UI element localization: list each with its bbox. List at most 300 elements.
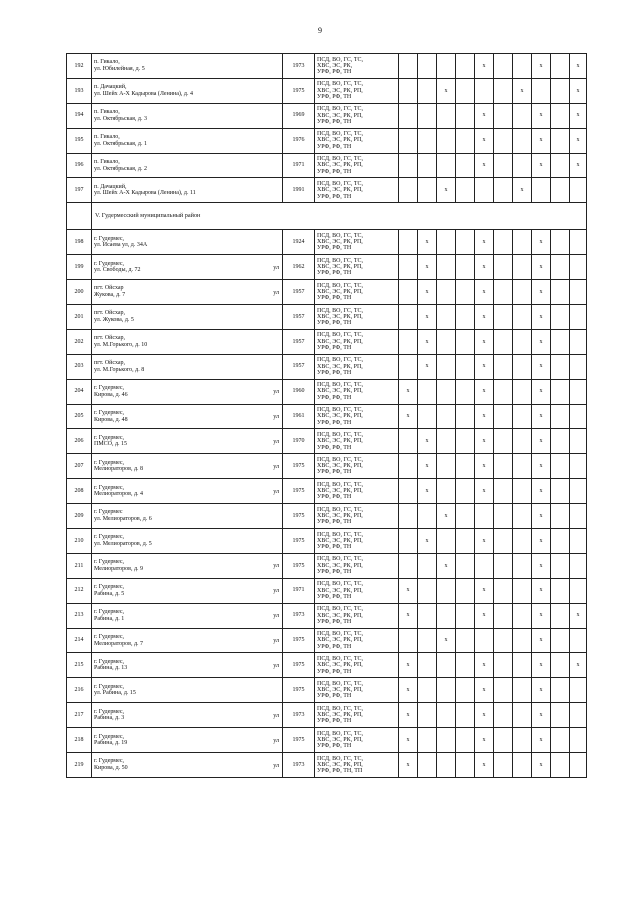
mark-cell (494, 628, 513, 653)
works-cell (315, 103, 399, 128)
works-line-3: УРФ, РФ, ТН (317, 394, 352, 401)
mark-cell (570, 678, 587, 703)
mark-cell (456, 280, 475, 305)
mark-cell (494, 753, 513, 778)
address-cell (92, 653, 283, 678)
mark-cell (513, 728, 532, 753)
table-row (67, 153, 587, 178)
mark-cell (399, 479, 418, 504)
mark-cell (570, 529, 587, 554)
mark-cell: x (532, 305, 551, 330)
mark-cell (494, 728, 513, 753)
table-row (67, 578, 587, 603)
works-line-1: ПСД, ВО, ГС, ТС, (317, 531, 364, 538)
row-number: 218 (67, 728, 92, 753)
mark-cell (456, 255, 475, 280)
address-line-1: пгт. Ойсхар, (94, 360, 126, 367)
mark-cell (494, 603, 513, 628)
mark-cell (494, 578, 513, 603)
address-cell (92, 153, 283, 178)
street-abbrev: ул (273, 563, 279, 570)
mark-cell (551, 404, 570, 429)
mark-cell (494, 504, 513, 529)
address-cell (92, 504, 283, 529)
address-line-2: Рабина, д. 13 (94, 665, 128, 672)
street-abbrev: ул (273, 264, 279, 271)
street-abbrev: ул (273, 414, 279, 421)
mark-cell (418, 178, 437, 203)
address-cell (92, 280, 283, 305)
mark-cell (570, 578, 587, 603)
works-cell (315, 529, 399, 554)
mark-cell (418, 153, 437, 178)
works-line-1: ПСД, ВО, ГС, ТС, (317, 81, 364, 88)
mark-cell: x (570, 603, 587, 628)
row-number: 192 (67, 54, 92, 79)
address-cell (92, 78, 283, 103)
mark-cell: x (475, 529, 494, 554)
address-line-2: Кирова, д. 46 (94, 391, 128, 398)
mark-cell: x (418, 280, 437, 305)
address-cell (92, 578, 283, 603)
works-line-2: ХВС, ЭС, РК, РП, (317, 363, 363, 370)
works-line-1: ПСД, ВО, ГС, ТС, (317, 232, 364, 239)
address-line-2: Рабина, д. 1 (94, 615, 125, 622)
mark-cell (418, 78, 437, 103)
works-line-1: ПСД, ВО, ГС, ТС, (317, 180, 364, 187)
mark-cell (399, 103, 418, 128)
page-number: 9 (318, 26, 322, 35)
works-cell (315, 230, 399, 255)
address-cell (92, 703, 283, 728)
row-number: 193 (67, 78, 92, 103)
year-cell: 1961 (283, 404, 315, 429)
row-number: 200 (67, 280, 92, 305)
address-cell (92, 379, 283, 404)
mark-cell: x (475, 603, 494, 628)
works-cell (315, 578, 399, 603)
address-line-1: г. Гудермес, (94, 633, 125, 640)
mark-cell (418, 753, 437, 778)
mark-cell (399, 255, 418, 280)
works-cell (315, 429, 399, 454)
year-cell: 1969 (283, 103, 315, 128)
mark-cell (437, 404, 456, 429)
mark-cell (494, 280, 513, 305)
address-line-1: г. Гудермес, (94, 484, 125, 491)
works-line-3: УРФ, РФ, ТН (317, 270, 352, 277)
mark-cell (475, 553, 494, 578)
row-number: 215 (67, 653, 92, 678)
mark-cell (494, 703, 513, 728)
mark-cell (513, 128, 532, 153)
mark-cell: x (475, 255, 494, 280)
address-line-1: г. Гудермес, (94, 385, 125, 392)
mark-cell (456, 354, 475, 379)
mark-cell (418, 504, 437, 529)
works-line-1: ПСД, ВО, ГС, ТС, (317, 705, 364, 712)
mark-cell: x (399, 578, 418, 603)
mark-cell (513, 103, 532, 128)
address-cell (92, 529, 283, 554)
address-line-2: Мелиораторов, д. 7 (94, 640, 144, 647)
mark-cell (570, 454, 587, 479)
mark-cell (570, 305, 587, 330)
mark-cell (570, 479, 587, 504)
year-cell: 1970 (283, 429, 315, 454)
year-cell: 1957 (283, 329, 315, 354)
works-cell (315, 728, 399, 753)
works-line-1: ПСД, ВО, ГС, ТС, (317, 106, 364, 113)
works-line-1: ПСД, ВО, ГС, ТС, (317, 407, 364, 414)
mark-cell (513, 230, 532, 255)
works-line-3: УРФ, РФ, ТН (317, 469, 352, 476)
mark-cell (513, 280, 532, 305)
address-cell (92, 603, 283, 628)
address-line-2: ул. М.Горького, д. 8 (94, 366, 145, 373)
mark-cell (437, 529, 456, 554)
mark-cell: x (399, 678, 418, 703)
works-line-3: УРФ, РФ, ТН, ТП (317, 768, 363, 775)
mark-cell (513, 678, 532, 703)
mark-cell: x (475, 753, 494, 778)
section-title: V. Гудермесский муниципальный район (92, 203, 587, 230)
mark-cell (494, 329, 513, 354)
mark-cell: x (437, 78, 456, 103)
works-cell (315, 628, 399, 653)
mark-cell (456, 404, 475, 429)
mark-cell (570, 728, 587, 753)
works-line-1: ПСД, ВО, ГС, ТС, (317, 156, 364, 163)
mark-cell (551, 329, 570, 354)
address-line-1: г. Гудермес, (94, 708, 125, 715)
works-line-3: УРФ, РФ, ТН (317, 320, 352, 327)
table-row (67, 753, 587, 778)
address-line-1: п. Дачацкий, (94, 84, 127, 91)
mark-cell (570, 379, 587, 404)
mark-cell (551, 479, 570, 504)
works-line-2: ХВС, ЭС, РК, РП, (317, 512, 363, 519)
mark-cell (399, 305, 418, 330)
mark-cell: x (475, 429, 494, 454)
street-abbrev: ул (273, 762, 279, 769)
street-abbrev: ул (273, 638, 279, 645)
works-line-3: УРФ, РФ, ТН (317, 193, 352, 200)
mark-cell: x (475, 153, 494, 178)
row-number: 205 (67, 404, 92, 429)
mark-cell: x (418, 354, 437, 379)
address-cell (92, 354, 283, 379)
mark-cell: x (570, 103, 587, 128)
mark-cell: x (570, 54, 587, 79)
address-cell (92, 329, 283, 354)
works-line-1: ПСД, ВО, ГС, ТС, (317, 257, 364, 264)
address-line-2: ул. Рабина, д. 15 (94, 690, 136, 697)
mark-cell (494, 230, 513, 255)
mark-cell (399, 504, 418, 529)
mark-cell: x (475, 128, 494, 153)
mark-cell: x (532, 753, 551, 778)
mark-cell: x (475, 230, 494, 255)
mark-cell (551, 454, 570, 479)
table-row (67, 305, 587, 330)
mark-cell (456, 728, 475, 753)
table-row (67, 628, 587, 653)
works-cell (315, 354, 399, 379)
works-line-2: ХВС, ЭС, РК, РП, (317, 137, 363, 144)
works-cell (315, 479, 399, 504)
address-line-2: Кирова, д. 48 (94, 416, 128, 423)
mark-cell (532, 178, 551, 203)
works-cell (315, 678, 399, 703)
mark-cell (418, 628, 437, 653)
mark-cell (513, 529, 532, 554)
mark-cell: x (418, 529, 437, 554)
section-header-body (67, 203, 587, 230)
mark-cell (399, 628, 418, 653)
address-line-2: ул. Мелиораторов, д. 6 (94, 516, 152, 523)
mark-cell: x (475, 703, 494, 728)
year-cell: 1973 (283, 603, 315, 628)
mark-cell: x (532, 379, 551, 404)
address-line-1: г. Гудермес, (94, 559, 125, 566)
mark-cell: x (418, 230, 437, 255)
mark-cell (494, 379, 513, 404)
mark-cell (570, 504, 587, 529)
works-line-1: ПСД, ВО, ГС, ТС, (317, 282, 364, 289)
mark-cell (494, 103, 513, 128)
mark-cell (418, 553, 437, 578)
mark-cell (551, 653, 570, 678)
mark-cell (513, 153, 532, 178)
works-line-2: ХВС, ЭС, РК, РП, (317, 288, 363, 295)
street-abbrev: ул (273, 712, 279, 719)
mark-cell (437, 603, 456, 628)
mark-cell (418, 379, 437, 404)
address-cell (92, 404, 283, 429)
address-cell (92, 103, 283, 128)
works-line-1: ПСД, ВО, ГС, ТС, (317, 556, 364, 563)
works-line-3: УРФ, РФ, ТН (317, 93, 352, 100)
mark-cell (418, 578, 437, 603)
mark-cell (513, 429, 532, 454)
mark-cell: x (532, 354, 551, 379)
mark-cell (399, 553, 418, 578)
row-number: 216 (67, 678, 92, 703)
works-line-1: ПСД, ВО, ГС, ТС, (317, 755, 364, 762)
mark-cell (437, 479, 456, 504)
mark-cell (551, 178, 570, 203)
street-abbrev: ул (273, 289, 279, 296)
street-abbrev: ул (273, 737, 279, 744)
mark-cell (437, 578, 456, 603)
mark-cell: x (418, 305, 437, 330)
address-line-2: ПМСО, д. 15 (94, 441, 128, 448)
year-cell: 1975 (283, 454, 315, 479)
mark-cell (494, 305, 513, 330)
street-abbrev: ул (273, 663, 279, 670)
works-line-3: УРФ, РФ, ТН (317, 618, 352, 625)
address-cell (92, 305, 283, 330)
mark-cell: x (532, 479, 551, 504)
year-cell: 1975 (283, 553, 315, 578)
mark-cell (513, 703, 532, 728)
mark-cell (494, 553, 513, 578)
mark-cell (570, 178, 587, 203)
table-row (67, 479, 587, 504)
mark-cell (494, 429, 513, 454)
works-cell (315, 255, 399, 280)
mark-cell: x (532, 329, 551, 354)
mark-cell (551, 429, 570, 454)
table-row (67, 280, 587, 305)
mark-cell: x (475, 54, 494, 79)
mark-cell (437, 653, 456, 678)
mark-cell (513, 54, 532, 79)
address-line-1: г. Гудермес, (94, 609, 125, 616)
table-row (67, 553, 587, 578)
street-abbrev: ул (273, 613, 279, 620)
mark-cell (437, 454, 456, 479)
works-line-1: ПСД, ВО, ГС, ТС, (317, 56, 364, 63)
year-cell: 1924 (283, 230, 315, 255)
address-cell (92, 628, 283, 653)
year-cell: 1975 (283, 529, 315, 554)
works-line-3: УРФ, РФ, ТН (317, 444, 352, 451)
address-line-2: Рабина, д. 5 (94, 590, 125, 597)
works-cell (315, 54, 399, 79)
address-line-2: ул. Мелиораторов, д. 5 (94, 540, 152, 547)
mark-cell: x (532, 653, 551, 678)
works-line-1: ПСД, ВО, ГС, ТС, (317, 655, 364, 662)
mark-cell (437, 280, 456, 305)
row-number: 214 (67, 628, 92, 653)
mark-cell: x (475, 329, 494, 354)
mark-cell: x (399, 603, 418, 628)
year-cell: 1991 (283, 178, 315, 203)
mark-cell (437, 230, 456, 255)
mark-cell: x (418, 429, 437, 454)
year-cell: 1975 (283, 479, 315, 504)
mark-cell: x (437, 628, 456, 653)
works-line-2: ХВС, ЭС, РК, РП, (317, 488, 363, 495)
mark-cell (551, 553, 570, 578)
address-line-2: Рабина, д. 19 (94, 740, 128, 747)
mark-cell (551, 230, 570, 255)
mark-cell (494, 678, 513, 703)
mark-cell (570, 280, 587, 305)
mark-cell: x (532, 678, 551, 703)
table-row (67, 255, 587, 280)
address-line-2: ул. Октябрьская, д. 2 (94, 165, 147, 172)
year-cell: 1975 (283, 678, 315, 703)
works-line-3: УРФ, РФ, ТН (317, 593, 352, 600)
mark-cell (456, 454, 475, 479)
mark-cell: x (532, 603, 551, 628)
mark-cell: x (532, 454, 551, 479)
mark-cell (570, 230, 587, 255)
mark-cell: x (532, 504, 551, 529)
mark-cell (456, 578, 475, 603)
mark-cell (475, 78, 494, 103)
table-row (67, 454, 587, 479)
works-cell (315, 153, 399, 178)
mark-cell (570, 329, 587, 354)
works-line-1: ПСД, ВО, ГС, ТС, (317, 606, 364, 613)
mark-cell: x (418, 255, 437, 280)
mark-cell: x (570, 78, 587, 103)
mark-cell (551, 578, 570, 603)
address-line-2: ул. Жукова, д. 5 (94, 316, 134, 323)
mark-cell (437, 703, 456, 728)
table-row (67, 379, 587, 404)
works-line-2: ХВС, ЭС, РК, РП, (317, 338, 363, 345)
mark-cell (551, 628, 570, 653)
works-cell (315, 504, 399, 529)
table-row (67, 128, 587, 153)
mark-cell (494, 529, 513, 554)
mark-cell (456, 678, 475, 703)
works-cell (315, 305, 399, 330)
mark-cell (418, 603, 437, 628)
mark-cell: x (532, 529, 551, 554)
mark-cell (456, 653, 475, 678)
mark-cell: x (475, 578, 494, 603)
row-number: 219 (67, 753, 92, 778)
address-line-1: п. Гикало, (94, 134, 120, 141)
mark-cell: x (475, 678, 494, 703)
works-cell (315, 454, 399, 479)
year-cell: 1962 (283, 255, 315, 280)
mark-cell (494, 178, 513, 203)
mark-cell (456, 529, 475, 554)
mark-cell (513, 454, 532, 479)
mark-cell (494, 128, 513, 153)
year-cell: 1975 (283, 504, 315, 529)
mark-cell (437, 354, 456, 379)
mark-cell (551, 128, 570, 153)
mark-cell (513, 404, 532, 429)
address-line-1: п. Дачацкий, (94, 183, 127, 190)
address-line-1: г. Гудермес (94, 509, 123, 516)
mark-cell (570, 753, 587, 778)
row-number: 201 (67, 305, 92, 330)
year-cell: 1971 (283, 153, 315, 178)
address-line-1: г. Гудермес, (94, 235, 125, 242)
address-cell (92, 479, 283, 504)
works-line-1: ПСД, ВО, ГС, ТС, (317, 357, 364, 364)
mark-cell: x (513, 78, 532, 103)
address-cell (92, 678, 283, 703)
address-line-2: ул. Свободы, д. 72 (94, 267, 141, 274)
table-row (67, 678, 587, 703)
mark-cell: x (475, 354, 494, 379)
row-number: 198 (67, 230, 92, 255)
works-cell (315, 379, 399, 404)
table-row (67, 504, 587, 529)
address-line-2: ул. Шейх А-Х Кадырова (Ленина), д. 4 (94, 90, 193, 97)
mark-cell (513, 578, 532, 603)
row-number: 212 (67, 578, 92, 603)
year-cell: 1973 (283, 54, 315, 79)
year-cell: 1960 (283, 379, 315, 404)
mark-cell (456, 479, 475, 504)
mark-cell (399, 178, 418, 203)
works-line-2: ХВС, ЭС, РК, РП, (317, 388, 363, 395)
works-line-2: ХВС, ЭС, РК, РП, (317, 239, 363, 246)
works-line-1: ПСД, ВО, ГС, ТС, (317, 631, 364, 638)
mark-cell (418, 678, 437, 703)
